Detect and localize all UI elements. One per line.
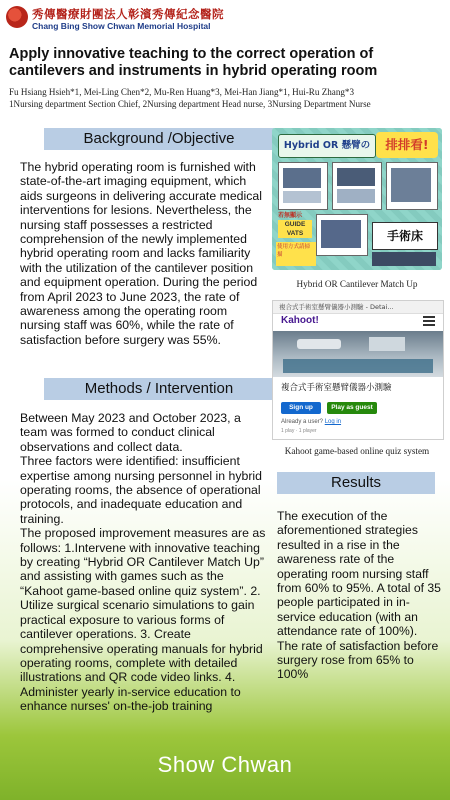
results-text: The execution of the aforementioned strategies resulted in a rise in the awareness rate of the operating room nursing staff from 60% to 95%. A total of 35 people participated in in-service education (with an attendance rate of 100%). The rate of satisfaction before surgery rose from 65% to 100%: [277, 509, 441, 682]
quiz-title: 複合式手術室懸臂儀器小測驗: [281, 383, 392, 393]
already-user-text: Already a user?: [281, 419, 324, 425]
board-title: Hybrid OR 懸臂の: [278, 134, 376, 158]
author-block: [9, 86, 445, 110]
photo1-caption: Hybrid OR Cantilever Match Up: [296, 279, 418, 289]
results-heading: Results: [277, 472, 435, 494]
board-bottom-photo: [372, 252, 436, 266]
board-red-note: 若無顯示: [278, 212, 303, 219]
browser-title-bar: 複合式手術室懸臂儀器小測驗 - Detai...: [273, 301, 444, 314]
play-as-guest-button[interactable]: Play as guest: [327, 402, 377, 414]
poster-title: Apply innovative teaching to the correct operation of cantilevers and instruments in hybrid operating room: [9, 46, 378, 79]
board-equipment-card: [316, 214, 368, 256]
login-link[interactable]: Log in: [324, 419, 342, 425]
board-usage-note: 使用方式請掃描: [276, 242, 316, 266]
cantilever-matchup-photo: [272, 128, 442, 270]
signup-button[interactable]: Sign up: [281, 402, 321, 414]
play-count: 1 play · 1 player: [281, 428, 317, 434]
methods-heading: Methods / Intervention: [44, 378, 274, 400]
board-equipment-card: [386, 162, 438, 210]
footer-hospital-name: Show Chwan: [157, 752, 293, 777]
background-text: The hybrid operating room is furnished with state-of-the-art imaging equipment, which aids surgeons in delivering accurate medical interventions for lesions. Nevertheless, the nursing staff possesses a restricted comprehension of the newly implemented hybrid operating room and lacks familiarity with the utilization of the cantilever position and equipment operation. During the period from April 2023 to June 2023, the rate of awareness among the operating room nursing staff was 60%, while the rate of satisfaction before surgery was 55%.: [20, 160, 262, 347]
hospital-name-english: Chang Bing Show Chwan Memorial Hospital: [32, 21, 211, 31]
methods-text: Between May 2023 and October 2023, a team was formed to conduct clinical observations and collect data. Three factors were identified: insufficient expertise among nursing personnel in hybrid operating rooms, the absence of operational protocols, and inadequate education and training. The proposed improvement measures are as follows: 1.Intervene with innovative teaching by creating “Hybrid OR Cantilever Match Up” and assisting with games such as the “Kahoot game-based online quiz system”. 2. Utilize surgical scenario simulations to gain practical exposure to various forms of cantilever operations. 3. Create comprehensive operating manuals for hybrid operating rooms, complete with detailed illustrations and QR code video links. 4. Administer yearly in-service education to enhance nurses' on-the-job training: [20, 411, 266, 714]
hospital-name-chinese: 秀傳醫療財團法人彰濱秀傳紀念醫院: [32, 7, 224, 21]
board-table-label: 手術床: [372, 222, 438, 250]
board-sticky-note: GUIDE VATS: [278, 220, 312, 238]
hospital-logo-icon: [6, 6, 28, 28]
board-equipment-card: [332, 162, 382, 210]
board-slogan: 排排看!: [376, 132, 438, 158]
board-equipment-card: [278, 162, 328, 210]
kahoot-logo: Kahoot!: [281, 315, 319, 326]
menu-icon: [423, 316, 435, 326]
login-prompt: [281, 419, 341, 425]
author-list: Fu Hsiang Hsieh*1, Mei-Ling Chen*2, Mu-Ren Huang*3, Mei-Han Jiang*1, Hui-Ru Zhang*3: [9, 87, 355, 97]
photo2-caption: Kahoot game-based online quiz system: [284, 446, 430, 456]
poster-header: [0, 0, 450, 40]
kahoot-screenshot: [272, 300, 444, 440]
operating-room-image: [273, 331, 443, 377]
background-heading: Background /Objective: [44, 128, 274, 150]
author-affiliations: 1Nursing department Section Chief, 2Nursing department Head nurse, 3Nursing Department Nurse: [9, 99, 371, 109]
